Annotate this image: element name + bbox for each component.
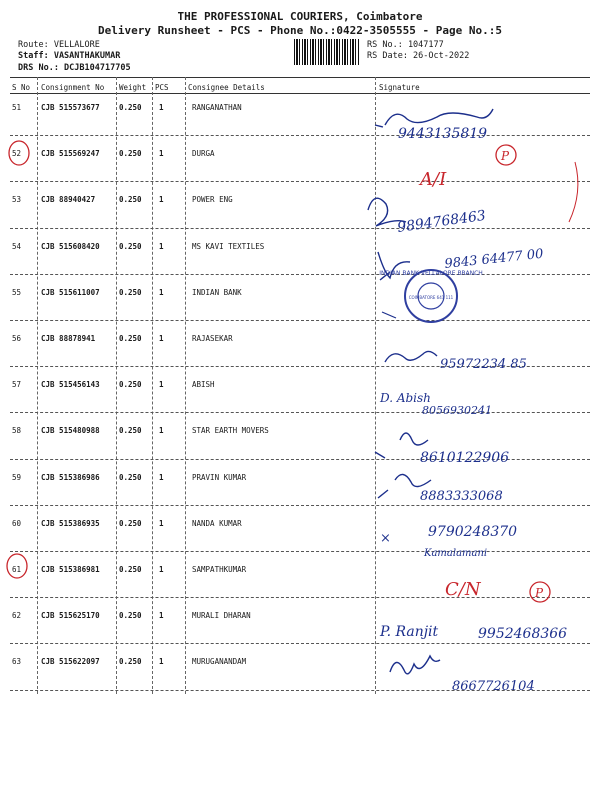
handwritten-name-57: D. Abish [380,391,431,405]
col-header-consignment: Consignment No [41,83,105,92]
cell-cons: CJB 515625170 [41,611,100,621]
cell-cons: CJB 88878941 [41,334,96,343]
cell-cons: CJB 515573677 [41,103,100,112]
rs-date: RS Date: 26-Oct-2022 [367,51,470,61]
stamp-outer-text: INDIAN BANK VELLALORE BRANCH [379,270,483,277]
cell-cons: CJB 515386986 [41,472,100,482]
mark-x-60: × [380,531,391,546]
red-mark-p-52: P [501,149,510,163]
cell-name: DURGA [192,149,215,159]
cell-weight: 0.250 [119,149,142,159]
col-header-consignee: Consignee Details [188,83,265,92]
page-title: THE PROFESSIONAL COURIERS, Coimbatore [177,10,423,23]
cell-pcs: 1 [159,657,164,667]
col-header-signature: Signature [379,83,420,92]
cell-sno: 54 [12,241,22,251]
red-mark-ai: A/I [420,169,447,190]
handwritten-phone-54: 9843 64477 00 [443,246,545,272]
cell-weight: 0.250 [119,334,142,343]
page-subtitle: Delivery Runsheet - PCS - Phone No.:0422-3505555 - Page No.:5 [98,24,502,37]
cell-weight: 0.250 [119,103,142,112]
red-circle-61 [7,554,27,578]
handwritten-phone-51: 9443135819 [398,126,488,142]
cell-weight: 0.250 [119,611,142,621]
staff-label: Staff: VASANTHAKUMAR [18,51,121,61]
handwritten-name-60: Kamalamani [424,548,488,559]
cell-pcs: 1 [159,518,164,528]
cell-weight: 0.250 [119,657,142,667]
cell-weight: 0.250 [119,565,142,574]
cell-sno: 52 [12,149,22,159]
cell-name: RANGANATHAN [192,103,242,112]
cell-name: SAMPATHKUMAR [192,565,247,574]
cell-weight: 0.250 [119,518,142,528]
cell-name: MURALI DHARAN [192,611,251,621]
red-stroke [569,162,578,222]
mark-55 [382,312,396,318]
cell-pcs: 1 [159,241,164,251]
stamp-inner-text: COIMBATORE 641 111 [408,295,454,300]
cell-pcs: 1 [159,287,164,297]
cell-pcs: 1 [159,149,164,159]
cell-sno: 55 [12,287,22,297]
red-mark-cn: C/N [445,579,481,600]
handwritten-name-62: P. Ranjit [380,624,439,640]
cell-sno: 58 [12,426,22,436]
cell-weight: 0.250 [119,426,142,436]
handwritten-phone-58: 8610122906 [420,450,510,466]
drs-number: DRS No.: DCJB104717705 [18,63,131,73]
bank-stamp [379,270,483,322]
cell-sno: 57 [12,380,22,390]
cell-cons: CJB 515456143 [41,380,100,390]
handwritten-phone-57: 8056930241 [422,404,492,417]
cell-name: NANDA KUMAR [192,518,242,528]
cell-cons: CJB 515480988 [41,426,100,436]
cell-pcs: 1 [159,334,164,343]
handwritten-phone-56: 95972234 85 [440,357,527,372]
rs-number: RS No.: 1047177 [367,40,444,50]
cell-sno: 53 [12,195,22,205]
cell-sno: 63 [12,657,22,667]
cell-name: RAJASEKAR [192,334,233,343]
cell-cons: CJB 515386981 [41,565,100,574]
cell-weight: 0.250 [119,287,142,297]
col-header-weight: Weight [119,83,147,92]
cell-pcs: 1 [159,611,164,621]
col-header-sno: S No [12,83,31,92]
cell-pcs: 1 [159,426,164,436]
cell-name: PRAVIN KUMAR [192,472,247,482]
cell-cons: CJB 515611007 [41,287,100,297]
red-circle-52 [9,141,29,165]
cell-cons: CJB 515569247 [41,149,100,159]
cell-name: INDIAN BANK [192,287,242,297]
cell-cons: CJB 515608420 [41,241,100,251]
cell-pcs: 1 [159,472,164,482]
handwritten-phone-62: 9952468366 [478,626,568,642]
cell-cons: CJB 88940427 [41,195,96,205]
cell-weight: 0.250 [119,241,142,251]
signature-56 [385,351,437,362]
cell-weight: 0.250 [119,195,142,205]
col-header-pcs: PCS [155,83,169,92]
red-mark-p-61: P [535,586,544,600]
handwritten-phone-63: 8667726104 [452,679,535,694]
cell-name: ABISH [192,380,215,390]
cell-pcs: 1 [159,195,164,205]
cell-name: POWER ENG [192,195,233,205]
cell-sno: 59 [12,472,22,482]
signature-51 [375,109,493,127]
cell-pcs: 1 [159,103,164,112]
cell-sno: 62 [12,611,22,621]
cell-pcs: 1 [159,565,164,574]
cell-cons: CJB 515622097 [41,657,100,667]
cell-cons: CJB 515386935 [41,518,100,528]
cell-name: STAR EARTH MOVERS [192,426,269,436]
cell-pcs: 1 [159,380,164,390]
cell-weight: 0.250 [119,380,142,390]
cell-sno: 60 [12,518,22,528]
cell-name: MURUGANANDAM [192,657,247,667]
handwritten-phone-59: 8883333068 [420,489,503,504]
cell-name: MS KAVI TEXTILES [192,241,265,251]
route-label: Route: VELLALORE [18,40,100,50]
signature-63 [390,656,440,674]
cell-weight: 0.250 [119,472,142,482]
cell-sno: 61 [12,565,22,574]
cell-sno: 51 [12,103,22,112]
handwritten-phone-53: 9894768463 [396,207,487,236]
cell-sno: 56 [12,334,22,343]
handwritten-phone-60: 9790248370 [428,524,518,540]
